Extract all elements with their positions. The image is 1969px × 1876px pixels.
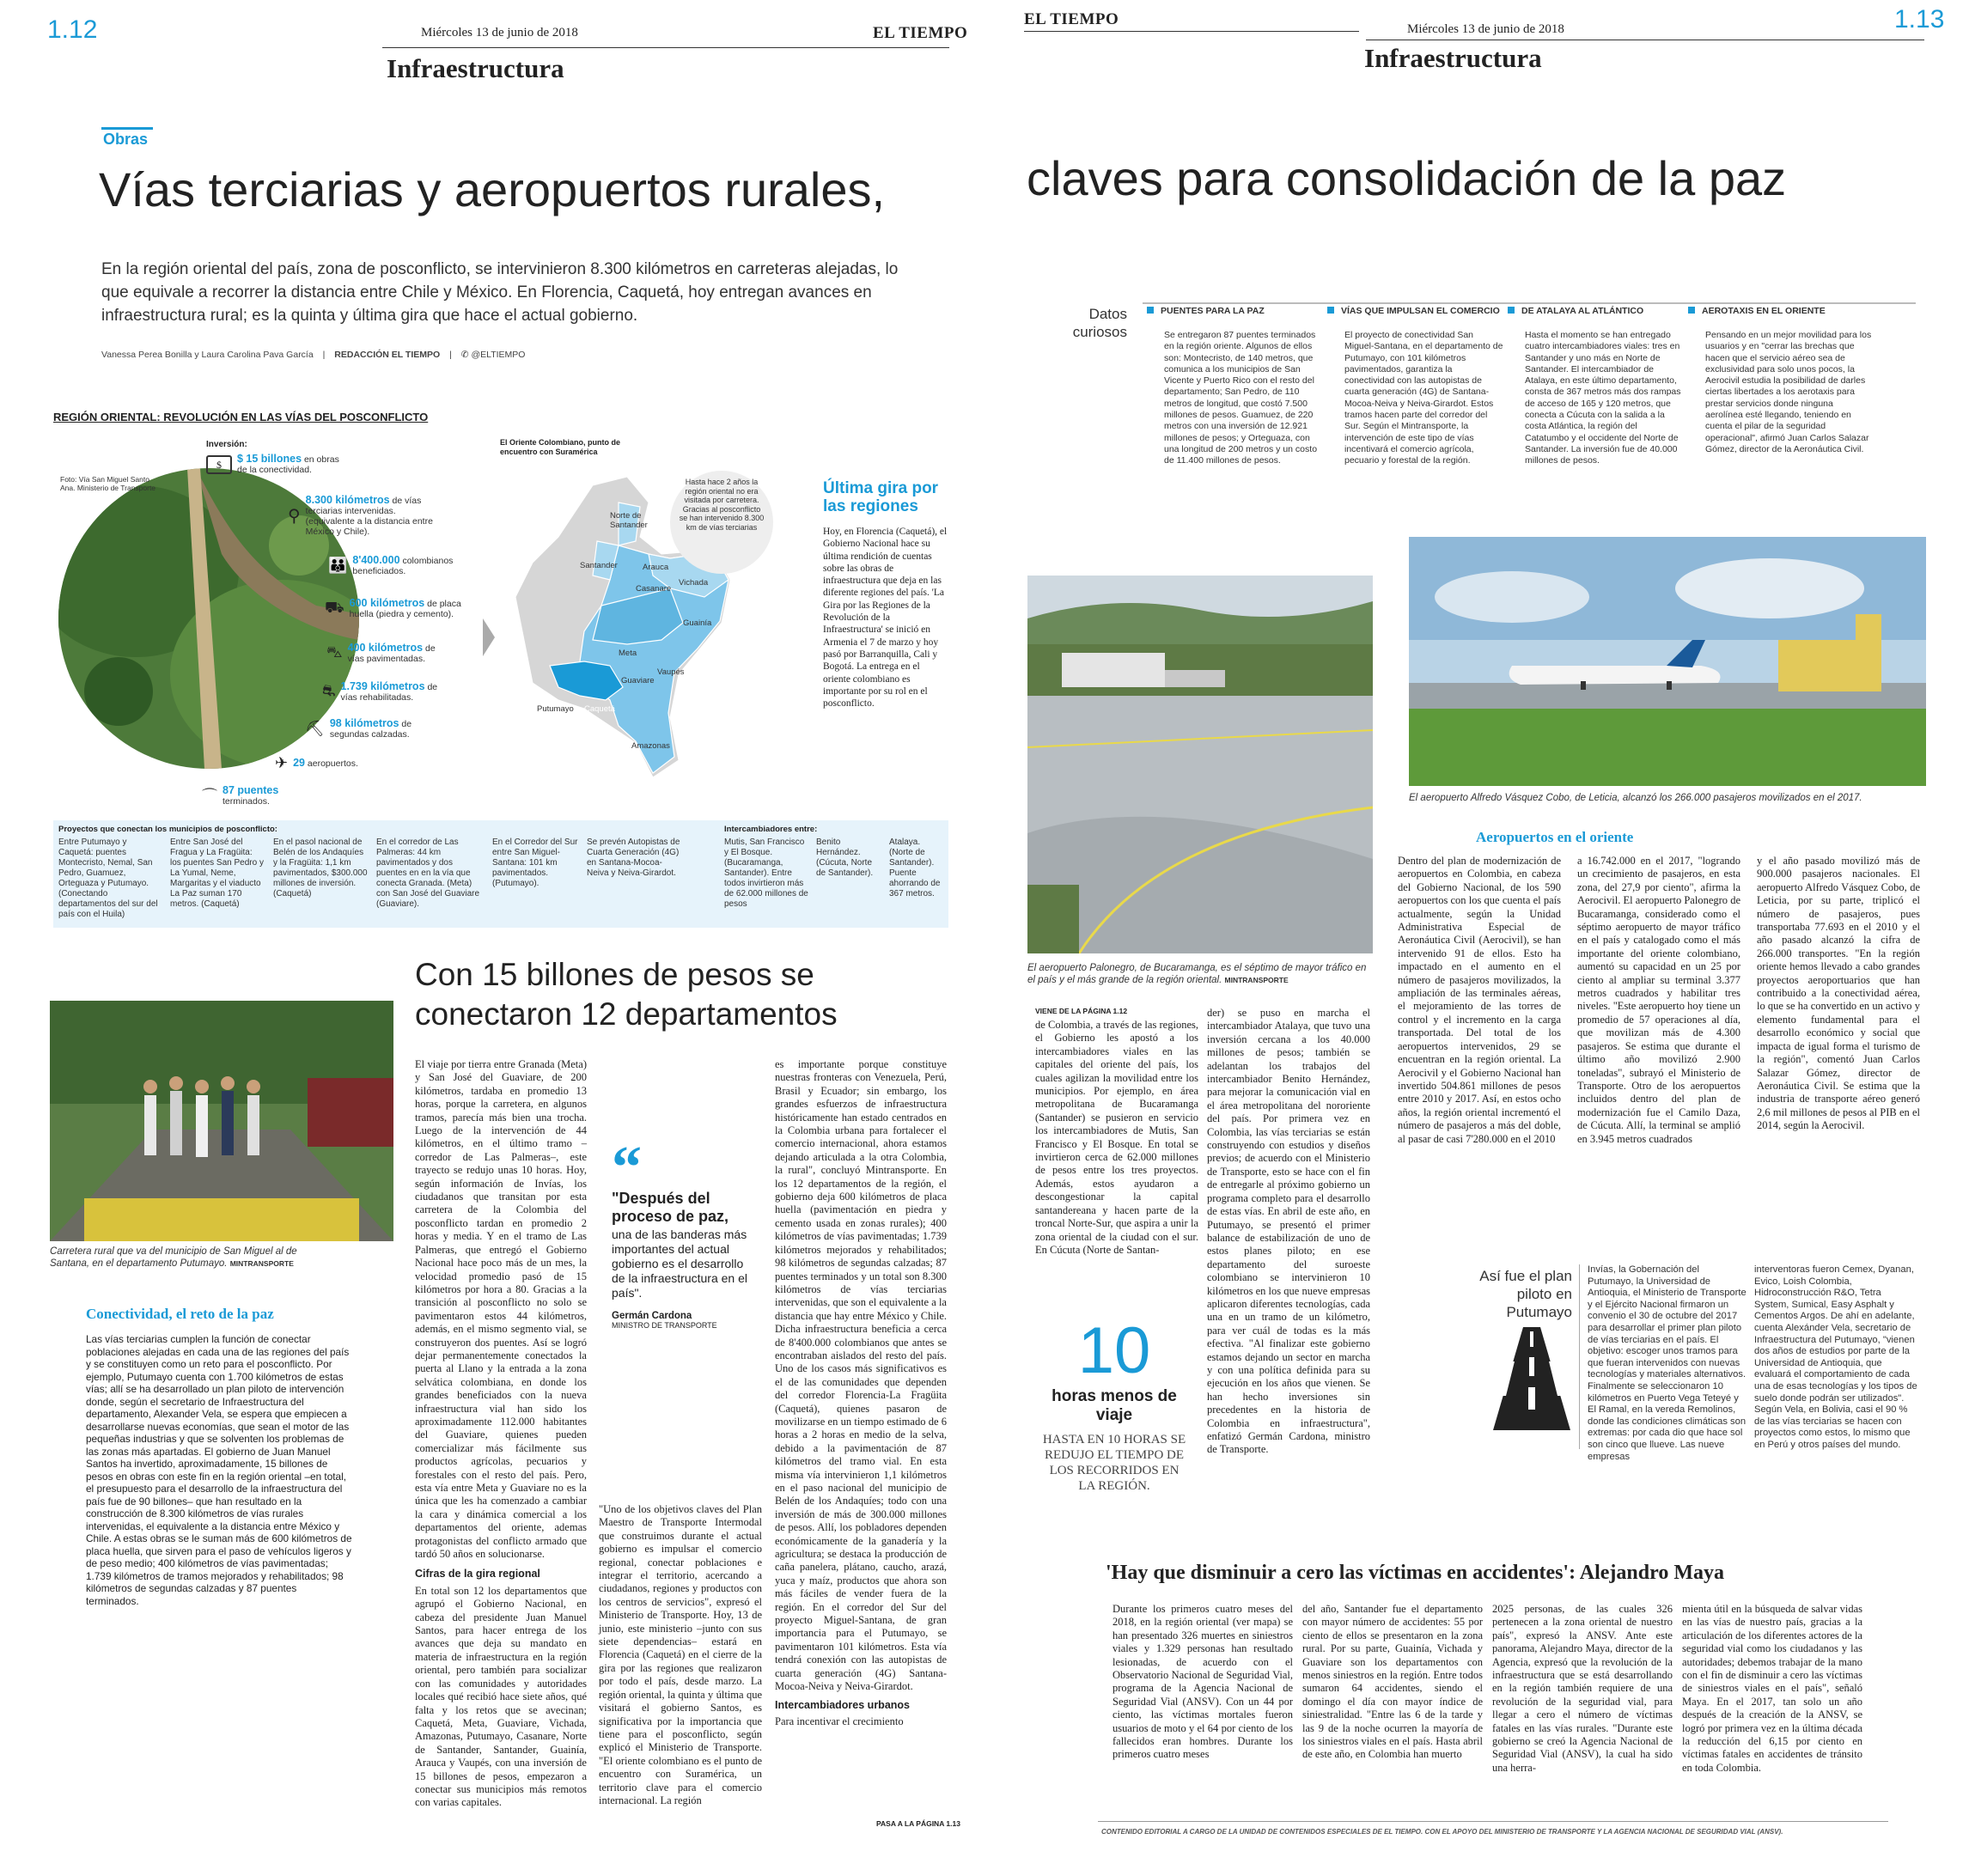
map-note: Hasta hace 2 años la región oriental no era visitada por carretera. Gracias al posconflicto se han intervenido 8.300 km de vías terciarias bbox=[679, 478, 765, 532]
maya-headline: 'Hay que disminuir a cero las víctimas en accidentes': Alejandro Maya bbox=[1106, 1562, 1724, 1584]
caption-text: El aeropuerto Palonegro, de Bucaramanga, es el séptimo de mayor tráfico en el país y el más grande de la región oriental. bbox=[1027, 963, 1367, 985]
footer-rule bbox=[1098, 1821, 1888, 1822]
viene-line: VIENE DE LA PÁGINA 1.12 bbox=[1035, 1007, 1128, 1015]
roller-icon: ⛐ bbox=[322, 681, 336, 699]
stat-item bbox=[275, 754, 387, 772]
byline-twitter: @ELTIEMPO bbox=[471, 350, 526, 360]
strip-title-2: Intercambiadores entre: bbox=[724, 825, 818, 834]
map-label-arauca: Arauca bbox=[643, 563, 669, 572]
dato-title: PUENTES PARA LA PAZ bbox=[1161, 306, 1265, 316]
article-paragraph: El viaje por tierra entre Granada (Meta) y San José del Guaviare, de 200 kilómetros, tardaba en promedio 13 horas, porque la carretera, en algunos tramos, parecía más bien una trocha. Luego de la intervención de 44 kilómetros, en el último tramo –corredor de Las Palmeras–, este trayecto se redujo unas 10 horas. Hoy, según información de Invías, los ciudadanos que transitan por esta carretera de la Colombia del posconflicto tardan en promedio 2 horas y media. Y en el tramo de Las Palmeras, que entregó el Gobierno Nacional hace poco más de un mes, la velocidad promedio pasó de 15 kilómetros por hora a 80. Gracias a la transición al posconflicto no solo se pavimentaron estos 44 kilómetros, además, en el mismo segmento vial, se construyeron dos puentes. Así se logró dejar permanentemente conectados la puerta al Llano y la entrada a la zona selvática colombiana, en donde los grandes beneficiados con la nueva infraestructura vial han sido los aproximadamente 112.000 habitantes del Guaviare, quienes pueden comercializar más fácilmente sus productos agrícolas, pecuarios y forestales con el resto del país. Pero, esta vía entre Meta y Guaviare no es la única que les ha comenzado a cambiar la cara y dinámica comercial a los departamentos del oriente, ademas protagonistas del conflicto armado que tardó 50 años en solucionarse. bbox=[415, 1058, 587, 1561]
dato-title: AEROTAXIS EN EL ORIENTE bbox=[1702, 306, 1826, 316]
strip-item: Mutis, San Francisco y El Bosque. (Bucaramanga, Santander). Entre todos invirtieron más de 62.000 millones de pesos bbox=[724, 838, 808, 909]
article-col-3 bbox=[775, 1058, 947, 1732]
stat-text: aeropuertos. bbox=[307, 758, 358, 769]
dato-item bbox=[1327, 306, 1503, 467]
stat-text: en obras de la conectividad. bbox=[237, 454, 339, 475]
dato-item bbox=[1688, 306, 1873, 455]
strip-item: Benito Hernández. (Cúcuta, Norte de Santander). bbox=[816, 838, 874, 878]
conectividad-title: Conectividad, el reto de la paz bbox=[86, 1306, 274, 1322]
stat-value: $ 15 billones bbox=[237, 453, 302, 465]
aero-col-3: y el año pasado movilizó más de 900.000 pasajeros nacionales. El aeropuerto Alfredo Vásquez Cobo, de Leticia, por su parte, triplicó el número de pasajeros, pues transportaba 77.693 en el 2010 y el año pasado alcanzó la cifra de 266.000 transportes. "En la región oriente hemos llevado a cabo grandes proyectos aeroportuarios que han contribuido a la conectividad aérea, lo que se ha convertido en un activo y elemento fundamental para el desarrollo económico y social que impacta de igual forma el turismo de la región", comentó Juan Carlos Salazar Gómez, director de Aeronáutica Civil. Se estima que la industria de transporte aéreo generó 2,6 mil millones de pesos al PIB en el 2014, según la Aerocivil. bbox=[1757, 855, 1920, 1132]
kicker: Obras bbox=[103, 131, 149, 148]
headline-right: claves para consolidación de la paz bbox=[1027, 151, 1787, 205]
photo1-caption bbox=[1027, 962, 1371, 986]
photo-credit: MINTRANSPORTE bbox=[229, 1259, 294, 1268]
stat-text: HASTA EN 10 HORAS SE REDUJO EL TIEMPO DE LOS RECORRIDOS EN LA REGIÓN. bbox=[1042, 1433, 1186, 1493]
aero-title: Aeropuertos en el oriente bbox=[1476, 829, 1634, 845]
masthead-right: EL TIEMPO bbox=[1024, 10, 1119, 28]
datos-label: Datos curiosos bbox=[1072, 306, 1127, 340]
rural-road-photo bbox=[50, 1001, 393, 1241]
aero-col-1: Dentro del plan de modernización de aeropuertos en Colombia, en cabeza del Gobierno Nacional, de los 590 aeropuertos con los que cuenta el país actualmente, según la Unidad Administrativa Especial de Aeronáutica Civil (Aerocivil), se han intervenido 91 de ellos. Esto ha impactado en el aumento en el número de pasajeros movilizados, la ampliación de las terminales aéreas, el mejoramiento de las torres de control y el incremento en la carga transportada. Del total de los aeropuertos intervenidos, 29 se encuentran en la región oriental. La Aerocivil y el Gobierno Nacional han invertido 504.861 millones de pesos entre 2010 y 2017. Así, en estos ocho años, la región oriental incrementó el número de pasajeros a más del doble, al pasar de casi 7'280.000 en el 2010 bbox=[1398, 855, 1561, 1145]
dato-text: Hasta el momento se han entregado cuatro intercambiadores viales: tres en Santander y uno más en Norte de Santander. El intercambiador de Atalaya, en este último departamento, consta de 367 metros más dos rampas de acceso de 165 y 120 metros, que conecta a Cúcuta con la salida a la costa Atlántica, la región del Catatumbo y el occidente del Norte de Santander. La inversión fue de 40.000 millones de pesos. bbox=[1525, 330, 1681, 466]
article-subhead: Intercambiadores urbanos bbox=[775, 1698, 910, 1711]
map-title: El Oriente Colombiano, punto de encuentro con Suramérica bbox=[500, 438, 621, 456]
article-subhead: Cifras de la gira regional bbox=[415, 1568, 540, 1581]
square-bullet-icon bbox=[1508, 307, 1515, 314]
datos-rule bbox=[1143, 302, 1916, 304]
stat-item bbox=[288, 495, 435, 537]
stat-text: colombianos beneficiados. bbox=[352, 556, 454, 576]
stat-text: de vías pavimentadas. bbox=[347, 643, 436, 664]
piloto-title: Así fue el plan piloto en Putumayo bbox=[1479, 1268, 1572, 1320]
dato-title: DE ATALAYA AL ATLÁNTICO bbox=[1521, 306, 1644, 316]
article-col-1 bbox=[415, 1058, 587, 1813]
aero-col-2: a 16.742.000 en el 2017, "logrando un crecimiento de pasajeros, en esta zona, del 27,9 por ciento", afirma la Aerocivil. El aeropuerto Palonegro de Bucaramanga, considerado como el séptimo aeropuerto de mayor tráfico en el país y catalogado como el más importante del oriente colombiano, aumentó su capacidad en un 25 por ciento al ampliar su terminal 3.377 metros cuadrados y habilitar tres niveles. "Este aeropuerto hoy tiene un promedio de 57 operaciones al día, que movilizan más de 4.300 pasajeros. Se estima que durante el último año movilizó 2.900 toneladas", subrayó el Ministerio de Transporte. Otro de los aeropuertos incluidos dentro del plan de modernización fue el Camilo Daza, de Cúcuta. Allí, la terminal se amplió en 3.945 metros cuadrados bbox=[1577, 855, 1740, 1145]
pull-quote bbox=[612, 1135, 749, 1330]
road-icon bbox=[1493, 1327, 1570, 1430]
truck-icon: ⛟ bbox=[325, 598, 344, 616]
lead: En la región oriental del país, zona de posconflicto, se intervinieron 8.300 kilómetros en carreteras alejadas, lo que equivale a recorrer la distancia entre Chile y México. En Florencia, Caquetá, hoy entregan avances en infraestructura rural; es la quinta y última gira que hace el actual gobierno. bbox=[101, 260, 899, 325]
sidebar-gira bbox=[823, 479, 948, 710]
stat-item bbox=[328, 555, 464, 576]
square-bullet-icon bbox=[1327, 307, 1334, 314]
strip-item: En el corredor de Las Palmeras: 44 km pavimentados y dos puentes en en la vía que conecta Granada. (Meta) con San José del Guaviare (Guaviare). bbox=[376, 838, 480, 909]
map-label-vichada: Vichada bbox=[679, 578, 709, 588]
section-title-left: Infraestructura bbox=[387, 53, 564, 83]
stat-item bbox=[322, 681, 444, 703]
strip-item: Se prevén Autopistas de Cuarta Generación (4G) en Santana-Mocoa-Neiva y Neiva-Girardot. bbox=[587, 838, 680, 878]
photo2-caption: El aeropuerto Alfredo Vásquez Cobo, de Leticia, alcanzó los 266.000 pasajeros movilizados en el 2017. bbox=[1409, 793, 1862, 803]
stat-number: 10 bbox=[1077, 1314, 1151, 1387]
article-paragraph: es importante porque constituye nuestras fronteras con Venezuela, Perú, Brasil y Ecuador; sin embargo, los grandes esfuerzos de infraestructura históricamente han estado centrados en la Colombia urbana para fortalecer el comercio internacional, ahora estamos dejando articulada a la otra Colombia, la rural", concluyó Mintransporte. En los 12 departamentos de la región, el gobierno deja 600 kilómetros de placa huella (pavimentación en piedra y cemento usada en zonas rurales); 400 kilómetros de vías pavimentadas; 1.739 kilómetros mejorados y rehabilitados; 98 kilómetros de segundas calzadas; 87 puentes terminados y un total son 8.300 kilómetros de vías terciarias intervenidas, que son el equivalente a la distancia que hay entre México y Chile. Dicha infraestructura beneficia a cerca de 8'400.000 colombianos que antes se encontraban aislados del resto del país. Uno de los casos más significativos es el de las comunidades que dependen del corredor Florencia-La Fragüita (Caquetá), quienes pasaron de movilizarse en un tiempo estimado de 6 horas a 2 horas en medio de la selva, debido a la pavimentación de 87 kilómetros del tramo vial. En esta misma vía intervinieron 1,1 kilómetros en el paso nacional del municipio de Belén de los Andaquíes; todo con una inversión de más de 300.000 millones de pesos. Allí, los pobladores dependen económicamente de la ganadería y la agricultura; se destaca la producción de caña panelera, plátano, caucho, arazá, yuca y maíz, productos que ahora son más fáciles de vender fuera de la región. En el corredor del Sur del proyecto Miguel-Santana, de gran importancia para el Putumayo, se pavimentaron 101 kilómetros. Esta vía tendrá conexión con las autopistas de cuarta generación (4G) Santana-Mocoa-Neiva y Neiva-Girardot. bbox=[775, 1058, 947, 1693]
quote-text: "Después del proceso de paz, bbox=[612, 1190, 729, 1225]
piloto-col-2: interventoras fueron Cemex, Dyanan, Evico, Loish Colombia, Hidroconstrucción R&O, Tetra System, Sumical, Easy Asphalt y Cementos Argos. De ahí en adelante, cuenta Alexánder Vela, secretario de Infraestructura del Putumayo, "vienen dos años de estudios por parte de la Universidad de Antioquia, que evaluará el comportamiento de cada una de esas tecnologías y los tipos de suelo donde podrán ser utilizados". Según Vela, en Bolivia, casi el 90 % de las vías terciarias se hacen con proyectos como estos, lo mismo que en Perú y otros países del mundo. bbox=[1754, 1264, 1917, 1450]
stat-title: horas menos de viaje bbox=[1052, 1387, 1177, 1424]
quote-role: MINISTRO DE TRANSPORTE bbox=[612, 1321, 717, 1330]
strip-title: Proyectos que conectan los municipios de posconflicto: bbox=[58, 825, 277, 834]
stat-text: de placa huella (piedra y cemento). bbox=[349, 599, 461, 619]
header-rule-right-a bbox=[1024, 31, 1359, 32]
byline: Vanessa Perea Bonilla y Laura Carolina Pava García | REDACCIÓN EL TIEMPO | ✆ @ELTIEMPO bbox=[101, 350, 526, 360]
stat-value: 8.300 kilómetros bbox=[305, 494, 390, 506]
stat-text: terminados. bbox=[223, 795, 270, 807]
stat-item bbox=[325, 598, 470, 619]
arrow-icon bbox=[483, 618, 495, 656]
second-headline: Con 15 billones de pesos se conectaron 12 departamentos bbox=[415, 957, 838, 1032]
conectividad-text: Las vías terciarias cumplen la función de conectar poblaciones alejadas en cada una de las regiones del país y se constituyen como un reto para el posconflicto. Por ejemplo, Putumayo cuenta con 1.700 kilómetros de estas vías; allí se ha desarrollado un plan piloto de intervención donde, según el secretario de Infraestructura del departamento, Alexander Vela, se espera que empiecen a desarrollarse nuevas economías, que sean el motor de las pequeñas industrias y que se solventen los problemas de las zonas más apartadas. El gobierno de Juan Manuel Santos ha invertido, aproximadamente, 15 billones de pesos en obras con este fin en la región oriental –en total, el presupuesto para el desarrollo de la infraestructura del país fue de 90 billones– que han resultado en la construcción de 8.300 kilómetros de vías rurales intervenidas, el equivalente a la distancia entre México y Chile. A estas obras se le suman más de 600 kilómetros de placa huella, que sirven para el paso de vehículos ligeros y de peso medio; 400 kilómetros de vías pavimentadas; 1.739 kilómetros de tramos mejorados y rehabilitados; 98 kilómetros de segundas calzadas y 87 puentes terminados. bbox=[86, 1333, 352, 1607]
maya-col-4: mienta útil en la búsqueda de salvar vidas en las vías de nuestro país, gracias a la articulación de los diferentes actores de la seguridad vial como los ciudadanos y las autoridades; debemos trabajar de la mano con el fin de disminuir a cero las víctimas de siniestros viales en el país", señaló Maya. En el 2017, tan solo un año después de la creación de la ANSV, se logró por primera vez en la última década la reducción del 6,15 por ciento en víctimas fatales en accidentes de tránsito en toda Colombia. bbox=[1682, 1603, 1862, 1774]
byline-authors: Vanessa Perea Bonilla y Laura Carolina Pava García bbox=[101, 350, 314, 360]
trowel-icon: ⛏ bbox=[305, 720, 325, 737]
stat-value: 600 kilómetros bbox=[349, 597, 425, 609]
map-label-casanare: Casanare bbox=[636, 584, 672, 594]
stat-value: 1.739 kilómetros bbox=[340, 680, 425, 692]
header-rule-left bbox=[382, 47, 949, 48]
headline-left: Vías terciarias y aeropuertos rurales, bbox=[99, 162, 886, 216]
strip-item: Entre Putumayo y Caquetá: puentes Montecristo, Nemal, San Pedro, Guamuez, Orteguaza y Putumayo. (Conectando departamentos del sur del país con el Huila) bbox=[58, 838, 158, 919]
piloto-col-1: Invías, la Gobernación del Putumayo, la Universidad de Antioquia, el Ministerio de Transporte y el Ejército Nacional firmaron un convenio el 30 de octubre del 2017 para desarrollar el primer plan piloto de vías terciarias en el país. El objetivo: escoger unos tramos para que fueran intervenidos con nuevas tecnologías y materiales alternativos. Finalmente se seleccionaron 10 kilómetros en Puerto Vega Teteyé y El Ramal, en la vereda Remolinos, donde las condiciones climáticas son extremas: por cada dio que hace sol son cinco que llueve. Las nueve empresas bbox=[1588, 1264, 1746, 1462]
article-paragraph: "Uno de los objetivos claves del Plan Maestro de Transporte Intermodal que construimos durante el actual gobierno es impulsar el comercio regional, conectar poblaciones e integrar el territorio, acercando a ciudadanos, regiones y productos con los centros de servicios", expresó el Ministerio de Transporte. Hoy, 13 de junio, este ministerio –junto con sus siete dependencias– estará en Florencia (Caquetá) en el cierre de la gira por las regiones que realizaron por todo el país, desde marzo. La región oriental, la quinta y última que visitará el gobierno Santos, es significativa por la importancia que tiene para el posconflicto, según explicó el Ministerio de Transporte. "El oriente colombiano es el punto de encuentro con Suramérica, un territorio clave para el comercio internacional. La región bbox=[599, 1503, 762, 1806]
map-label-amazonas: Amazonas bbox=[631, 741, 670, 751]
map-label-santander: Santander bbox=[580, 561, 618, 570]
people-icon: 👪 bbox=[328, 557, 348, 574]
strip-item: Atalaya. (Norte de Santander). Puente ahorrando de 367 metros. bbox=[889, 838, 941, 898]
stat-value: 98 kilómetros bbox=[329, 717, 399, 729]
masthead-left: EL TIEMPO bbox=[873, 24, 968, 42]
stat-item bbox=[206, 454, 340, 475]
strip-item: En el pasol nacional de Belén de los Andaquíes y la Fragüita: 1,1 km pavimentados, $300.000 millones de inversión. (Caquetá) bbox=[273, 838, 368, 898]
stat-text: de vías terciarias intervenidas. (equivalente a la distancia entre México y Chile). bbox=[305, 496, 433, 537]
photo-credit: MINTRANSPORTE bbox=[1224, 976, 1289, 984]
page-number-left: 1.12 bbox=[47, 15, 98, 44]
square-bullet-icon bbox=[1688, 307, 1695, 314]
infographic-title: REGIÓN ORIENTAL: REVOLUCIÓN EN LAS VÍAS DEL POSCONFLICTO bbox=[53, 411, 429, 423]
sidebar-gira-text: Hoy, en Florencia (Caquetá), el Gobierno Nacional hace su última rendición de cuentas sobre las obras de infraestructura que deja en las diferente regiones del país. 'La Gira por las Regiones de la Revolución de la Infraestructura' se inició en Armenia el 7 de marzo y hoy pasó por Barranquilla, Cali y Bogotá. La entrega en el oriente colombiano es importante por su rol en el posconflicto. bbox=[823, 527, 948, 710]
stat-value: 400 kilómetros bbox=[347, 642, 424, 654]
caption-text: Carretera rural que va del municipio de San Miguel al de Santana, en el departamento Putumayo. bbox=[50, 1246, 297, 1269]
date-left: Miércoles 13 de junio de 2018 bbox=[421, 26, 578, 40]
photo-caption-left bbox=[50, 1246, 333, 1270]
map-label-norte-santander: Norte de Santander bbox=[610, 511, 648, 530]
article-paragraph: Para incentivar el crecimiento bbox=[775, 1715, 904, 1727]
right-col-a: de Colombia, a través de las regiones, el Gobierno les apostó a los intercambiadores viales en las capitales del oriente del país, los cuales agilizan la movilidad entre los municipios. Por ejemplo, en área metropolitana de Bucaramanga (Santander) se pusieron en servicio los intercambiadores de Mutis, San Francisco y El Bosque. En total se invirtieron cerca de 62.000 millones de pesos entre los tres proyectos. Además, estos ayudaron a descongestionar la capital santandereana y hacen parte de la troncal Norte-Sur, que aspira a unir la zona oriental de la ciudad con el sur. En Cúcuta (Norte de Santan- bbox=[1035, 1019, 1198, 1256]
article-paragraph: En total son 12 los departamentos que agrupó el Gobierno Nacional, en cabeza del presidente Juan Manuel Santos, para hacer entrega de los avances que deja su mandato en materia de infraestructura en la región oriental, pero también para socializar con las comunidades y autoridades locales qué recibió hace siete años, qué falta y los retos que se avecinan; Caquetá, Meta, Guaviare, Vichada, Amazonas, Putumayo, Casanare, Norte de Santander, Santander, Guainía, Arauca y Vaupés, con una inversión de 15 billones de pesos, empezaron a conectar sus municipios más remotos con varias capitales. bbox=[415, 1584, 587, 1809]
conectividad-box bbox=[86, 1306, 352, 1607]
piloto-divider bbox=[1579, 1264, 1580, 1449]
map-label-meta: Meta bbox=[619, 649, 637, 658]
stat-item bbox=[326, 643, 451, 664]
stat-value: 8'400.000 bbox=[352, 554, 400, 566]
jump-line: PASA A LA PÁGINA 1.13 bbox=[876, 1819, 960, 1828]
quote-mark-icon: “ bbox=[612, 1135, 642, 1201]
money-icon: $ bbox=[206, 455, 232, 474]
page-number-right: 1.13 bbox=[1894, 5, 1945, 34]
infographic-photo-credit: Foto: Vía San Miguel Santo Ana. Ministerio de Transporte bbox=[60, 475, 156, 492]
stat-item bbox=[305, 718, 433, 740]
dato-text: Pensando en un mejor movilidad para los usuarios y en "cerrar las brechas que hacen que el servicio aéreo sea de exclusividad para solo unos pocos, la Aerocivil estudia la posibilidad de darles ciertas libertades a los aerotaxis para prestar servicios donde ninguna aerolínea esté llegando, teniendo en cuenta el pilar de la seguridad operacional", afirmó Juan Carlos Salazar Gómez, director de la Aeronáutica Civil. bbox=[1705, 330, 1872, 454]
dato-title: VÍAS QUE IMPULSAN EL COMERCIO bbox=[1341, 306, 1500, 316]
quote-rest: una de las banderas más importantes del actual gobierno es el desarrollo de la infraestructura en el país". bbox=[612, 1227, 747, 1300]
dato-item bbox=[1147, 306, 1323, 467]
square-bullet-icon bbox=[1147, 307, 1154, 314]
stat-value: 29 bbox=[293, 757, 305, 769]
maya-col-3: 2025 personas, de las cuales 326 pertenecen a la zona oriental de nuestro país", expresó la ANSV. Ante este panorama, Alejandro Maya, director de la Agencia, expresó que la revolución de la infraestructura que se está desarrollando en la región también requiere de una revolución de la seguridad vial, para llegar a cero el número de víctimas fatales en las vías rurales. "Durante este gobierno se creó la Agencia Nacional de Seguridad Vial (ANSV), la cual ha sido una herra- bbox=[1492, 1603, 1673, 1774]
strip-item: Entre San José del Fragua y La Fragüita: los puentes San Pedro y La Yumal, Neme, Margaritas y el viaducto La Paz suman 170 metros. (Caquetá) bbox=[170, 838, 264, 909]
dato-text: Se entregaron 87 puentes terminados en la región oriente. Algunos de ellos son: Montecristo, de 140 metros, que comunica a los municipios de San Vicente y Puerto Rico con el resto del departamento; San Pedro, de 110 metros de longitud, que costó 7.500 millones de pesos. Guamuez, de 220 metros con una inversión de 12.921 millones de pesos; y Orteguaza, con una longitud de 200 metros y un costo de 11.400 millones de pesos. bbox=[1164, 330, 1318, 466]
bridge-icon: ⌒ bbox=[202, 788, 217, 805]
article-col-2 bbox=[599, 1503, 762, 1811]
right-col-b: der) se puso en marcha el intercambiador Atalaya, que tuvo una inversión cercana a los 40.000 millones de pesos; también se adelantan los trabajos del intercambiador Benito Hernández, para mejorar la comunicación vial en el área metropolitana del nororiente del país. Por primera vez en Colombia, las vías terciarias se están construyendo con estudios y diseños previos; de acuerdo con el Ministerio de Transporte, esto se hace con el fin de entregarle al próximo gobierno un programa completo para el desarrollo de estas vías. En abril de este año, en Putumayo, se presentó el primer balance de estabilización de uno de estos planes piloto; en ese departamento del suroeste colombiano se intervinieron 10 kilómetros en los que nueve empresas aplicaron diferentes tecnologías, cada una en un tramo de un kilómetro, para ver cuál de todas es la más efectiva. "Al finalizar este gobierno estamos dejando un sector en marcha y con una política definida para su ejecución en los años que vienen. Se han hecho inversiones sin precedentes en la historia de Colombia en infraestructura", enfatizó Germán Cardona, ministro de Transporte. bbox=[1207, 1007, 1370, 1456]
paver-icon: ⛍ bbox=[326, 643, 343, 661]
map-label-vaupes: Vaupés bbox=[657, 667, 685, 677]
leticia-airport-photo bbox=[1409, 537, 1926, 786]
airplane-icon: ✈ bbox=[275, 754, 289, 771]
sidebar-gira-title: Última gira por las regiones bbox=[823, 479, 939, 515]
section-title-right: Infraestructura bbox=[1364, 43, 1542, 73]
byline-desk: REDACCIÓN EL TIEMPO bbox=[334, 350, 441, 360]
map-label-putumayo: Putumayo bbox=[537, 704, 574, 714]
map-label-guaviare: Guaviare bbox=[621, 676, 655, 685]
twitter-icon: ✆ bbox=[460, 350, 469, 360]
map-label-caqueta: Caquetá bbox=[584, 704, 615, 714]
investment-label: Inversión: bbox=[206, 440, 247, 449]
footer-note: CONTENIDO EDITORIAL A CARGO DE LA UNIDAD DE CONTENIDOS ESPECIALES DE EL TIEMPO. CON EL APOYO DEL MINISTERIO DE TRANSPORTE Y LA AGENCIA NACIONAL DE SEGURIDAD VIAL (ANSV). bbox=[1101, 1828, 1783, 1836]
stat-box bbox=[1041, 1314, 1187, 1494]
stat-item bbox=[202, 784, 300, 807]
quote-author: Germán Cardona bbox=[612, 1311, 692, 1321]
kicker-rule bbox=[101, 127, 153, 130]
stat-value: 87 puentes bbox=[223, 783, 279, 796]
stat-text: de vías rehabilitadas. bbox=[340, 682, 438, 703]
road-marker-icon: ⚲ bbox=[288, 507, 301, 526]
dato-text: El proyecto de conectividad San Miguel-Santana, en el departamento de Putumayo, con 101 kilómetros pavimentados, garantiza la conectividad con las autopistas de cuarta generación (4G) de Santana-Mocoa-Neiva y Neiva-Girardot. Estos tramos hacen parte del corredor del Sur. Según el Mintransporte, la intervención de este tipo de vías incentivará el comercio agrícola, pecuario y forestal de la región. bbox=[1344, 330, 1503, 466]
dato-item bbox=[1508, 306, 1684, 467]
map-label-guainia: Guainía bbox=[683, 618, 712, 628]
stat-text: de segundas calzadas. bbox=[329, 719, 412, 740]
maya-col-2: del año, Santander fue el departamento con mayor número de accidentes: 55 por ciento de ellos se presentaron en la zona rural. Por su parte, Guainía, Vichada y Guaviare son los departamentos con menos siniestros en la región. Entre todos sumaron 64 accidentes, siendo el domingo el día con mayor índice de siniestralidad. "Entre las 6 de la tarde y las 9 de la noche ocurren la mayoría de los siniestros viales en el país. Hasta abril de este año, en Colombia han muerto bbox=[1302, 1603, 1483, 1761]
palonegro-airport-photo bbox=[1027, 576, 1373, 953]
date-right: Miércoles 13 de junio de 2018 bbox=[1407, 22, 1564, 36]
maya-col-1: Durante los primeros cuatro meses del 2018, en la región oriental (ver mapa) se han presentado 326 muertes en siniestros viales y 1.329 personas han resultado lesionadas, de acuerdo con el Observatorio Nacional de Seguridad Vial, programa de la Agencia Nacional de Seguridad Vial (ANSV). Con un 44 por ciento, las víctimas mortales fueron usuarios de moto y el 64 por ciento de los fallecidos eran hombres. Durante los primeros cuatro meses bbox=[1113, 1603, 1293, 1761]
strip-item: En el Corredor del Sur entre San Miguel-Santana: 101 km pavimentados. (Putumayo). bbox=[492, 838, 578, 888]
